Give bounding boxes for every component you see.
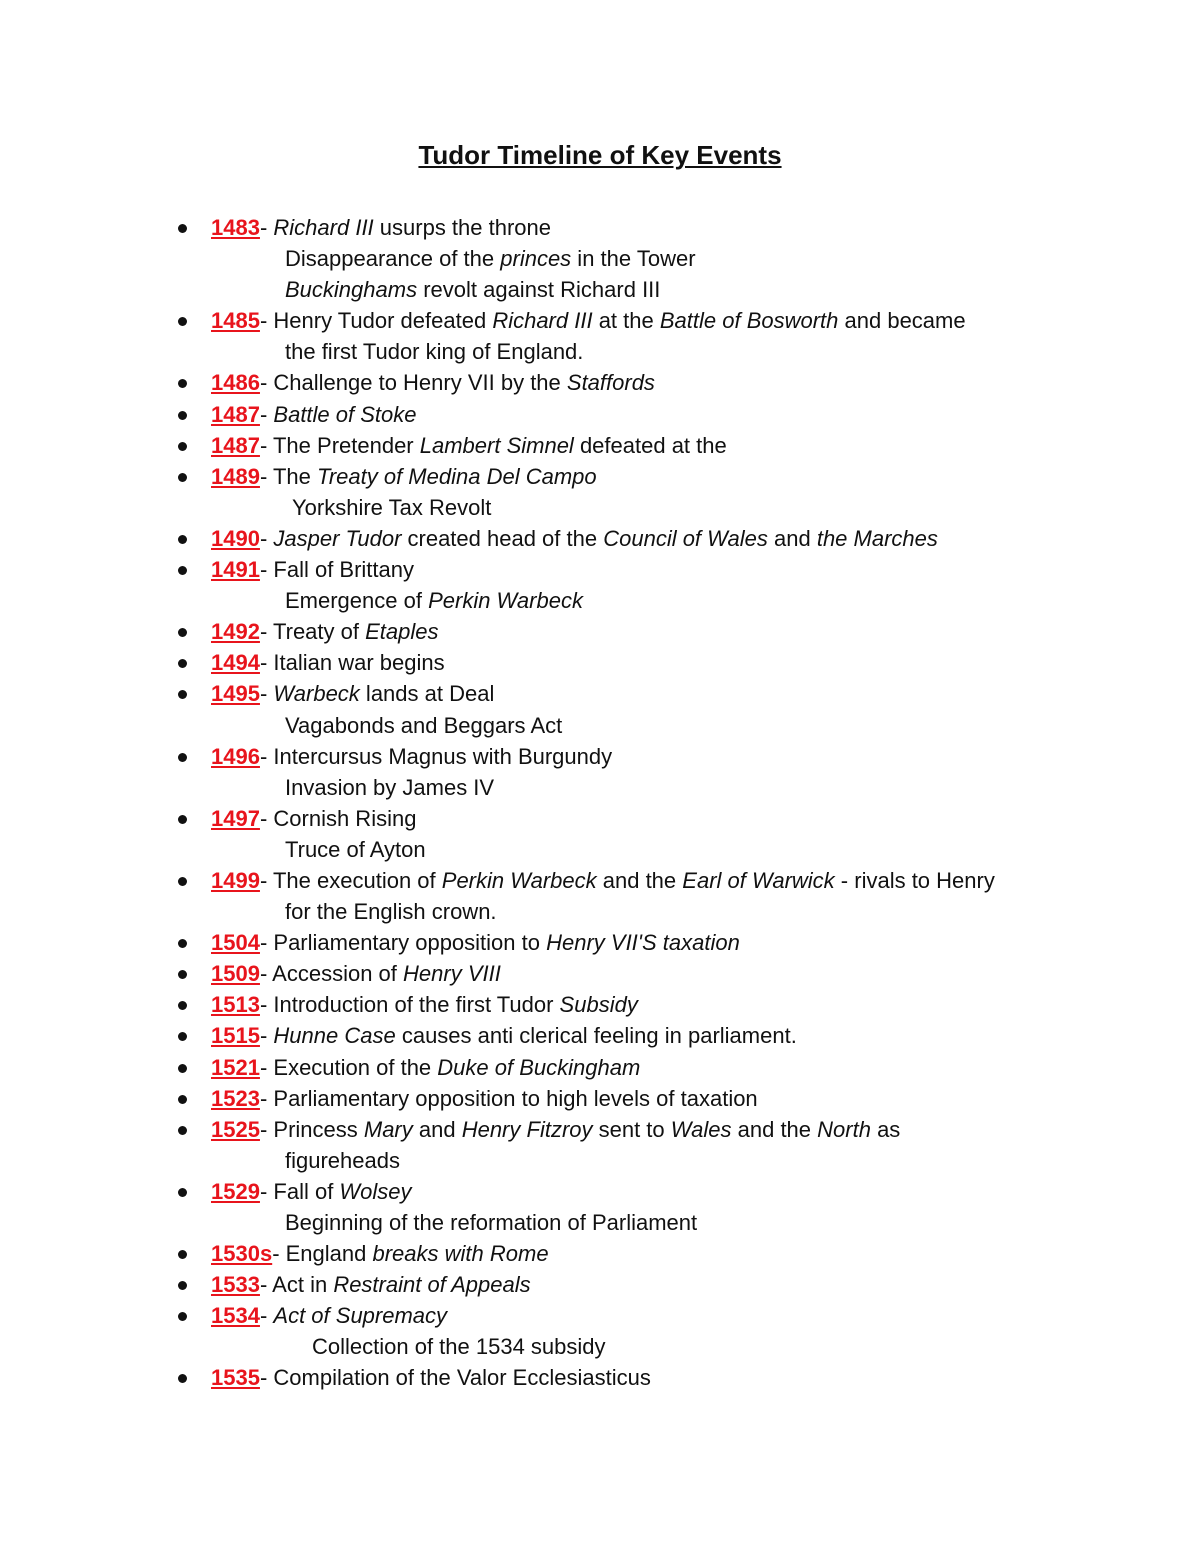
event-text-segment: - England <box>272 1241 373 1267</box>
timeline-entry <box>0 1238 1200 1269</box>
event-text-segment: - <box>259 1303 274 1329</box>
timeline-entry <box>0 1114 1200 1145</box>
event-year: 1490 <box>211 525 260 551</box>
event-text-segment: - Italian war begins <box>259 650 445 676</box>
bullet-icon <box>178 473 187 482</box>
event-text <box>260 1114 900 1145</box>
event-text-italic: Treaty of Medina Del Campo <box>317 463 597 489</box>
timeline-entry-continuation <box>0 585 1200 616</box>
timeline-entry <box>0 212 1200 243</box>
bullet-icon <box>178 379 187 388</box>
bullet-icon <box>178 1126 187 1135</box>
bullet-icon <box>178 970 187 979</box>
timeline-entry <box>0 647 1200 678</box>
event-text-segment: - Accession of <box>259 961 404 987</box>
bullet-icon <box>178 1312 187 1321</box>
event-year: 1530s <box>211 1241 273 1267</box>
timeline-entry <box>0 958 1200 989</box>
event-text-italic: Wales <box>670 1116 732 1142</box>
event-text-italic: Act of Supremacy <box>273 1303 448 1329</box>
event-text <box>260 958 501 989</box>
event-text <box>285 1207 697 1238</box>
event-year: 1533 <box>211 1272 260 1298</box>
event-text-segment: for the English crown. <box>285 899 497 925</box>
timeline-entry-continuation <box>0 772 1200 803</box>
event-text <box>260 927 740 958</box>
timeline-entry <box>0 989 1200 1020</box>
event-text-segment: - Treaty of <box>259 619 366 645</box>
event-text-italic: the Marches <box>816 525 938 551</box>
event-text-segment: and <box>412 1116 462 1142</box>
event-text-segment: Yorkshire Tax Revolt <box>292 494 492 520</box>
event-year: 1497 <box>211 805 260 831</box>
event-year: 1495 <box>211 681 260 707</box>
event-text-segment: as <box>870 1116 901 1142</box>
event-text-segment: and became <box>838 308 966 334</box>
timeline-entry-continuation <box>0 896 1200 927</box>
event-text-italic: Perkin Warbeck <box>428 588 583 614</box>
timeline-entry <box>0 1300 1200 1331</box>
bullet-icon <box>178 566 187 575</box>
event-text-segment: - Henry Tudor defeated <box>259 308 493 334</box>
bullet-icon <box>178 1250 187 1259</box>
event-text-segment: - <box>259 401 274 427</box>
event-text-segment: Vagabonds and Beggars Act <box>285 712 563 738</box>
event-text-italic: Lambert Simnel <box>419 432 574 458</box>
event-year: 1504 <box>211 930 260 956</box>
event-year: 1534 <box>211 1303 260 1329</box>
event-year: 1487 <box>211 401 260 427</box>
timeline-entry <box>0 803 1200 834</box>
event-text-segment: - <box>259 1023 274 1049</box>
timeline-entry <box>0 461 1200 492</box>
event-text-segment: - Challenge to Henry VII by the <box>259 370 567 396</box>
event-text-segment: revolt against Richard III <box>417 277 661 303</box>
event-text-italic: Etaples <box>365 619 439 645</box>
event-text-segment: - Cornish Rising <box>259 805 417 831</box>
event-text-segment: - Parliamentary opposition to high levels of taxation <box>259 1085 758 1111</box>
event-text <box>285 243 696 274</box>
event-text-segment: at the <box>592 308 660 334</box>
event-text-segment: - The Pretender <box>259 432 420 458</box>
timeline-entry <box>0 616 1200 647</box>
event-text-italic: Warbeck <box>273 681 360 707</box>
event-text-italic: Jasper Tudor <box>273 525 402 551</box>
timeline-entry <box>0 523 1200 554</box>
timeline-entry <box>0 1083 1200 1114</box>
event-text <box>285 710 562 741</box>
event-text-italic: Hunne Case <box>273 1023 396 1049</box>
bullet-icon <box>178 1095 187 1104</box>
bullet-icon <box>178 815 187 824</box>
bullet-icon <box>178 877 187 886</box>
event-text-segment: - Parliamentary opposition to <box>259 930 547 956</box>
event-text-italic: Richard III <box>492 308 593 334</box>
event-year: 1499 <box>211 867 260 893</box>
timeline-entry <box>0 554 1200 585</box>
event-text-segment: the first Tudor king of England. <box>285 339 584 365</box>
event-text-segment: Collection of the 1534 subsidy <box>312 1334 606 1360</box>
event-text-italic: Earl of Warwick <box>682 867 835 893</box>
event-text-italic: Richard III <box>273 215 374 240</box>
bullet-icon <box>178 753 187 762</box>
event-text <box>260 367 655 398</box>
event-text-segment: lands at Deal <box>359 681 495 707</box>
timeline-entry-continuation <box>0 710 1200 741</box>
event-text <box>260 678 494 709</box>
event-text-segment: - <box>259 215 274 240</box>
timeline-entry <box>0 678 1200 709</box>
event-text <box>285 585 583 616</box>
event-text <box>260 399 417 430</box>
timeline-entry-continuation <box>0 492 1200 523</box>
timeline-entry-continuation <box>0 243 1200 274</box>
bullet-icon <box>178 1001 187 1010</box>
timeline-entry-continuation <box>0 1207 1200 1238</box>
event-year: 1525 <box>211 1116 260 1142</box>
timeline-entry <box>0 1020 1200 1051</box>
event-text <box>260 741 612 772</box>
event-text <box>260 461 597 492</box>
bullet-icon <box>178 1281 187 1290</box>
event-year: 1483 <box>211 215 260 240</box>
event-text-italic: breaks with Rome <box>372 1241 549 1267</box>
event-text <box>272 1238 548 1269</box>
timeline-list <box>0 212 1200 1394</box>
bullet-icon <box>178 628 187 637</box>
event-text-segment: - Act in <box>259 1272 334 1298</box>
event-text-segment: - Fall of Brittany <box>259 557 414 583</box>
event-year: 1513 <box>211 992 260 1018</box>
timeline-entry <box>0 367 1200 398</box>
event-text <box>260 989 638 1020</box>
timeline-entry-continuation <box>0 1145 1200 1176</box>
event-text-segment: - Intercursus Magnus with Burgundy <box>259 743 613 769</box>
event-text-segment: - <box>259 681 274 707</box>
bullet-icon <box>178 442 187 451</box>
event-year: 1494 <box>211 650 260 676</box>
event-text <box>260 1362 651 1393</box>
event-text-segment: Disappearance of the <box>285 246 501 272</box>
event-year: 1523 <box>211 1085 260 1111</box>
event-text-italic: Wolsey <box>339 1178 412 1204</box>
timeline-entry-continuation <box>0 834 1200 865</box>
event-text-italic: Subsidy <box>559 992 638 1018</box>
event-text-italic: Henry VII'S taxation <box>546 930 740 956</box>
event-text-segment: - Introduction of the first Tudor <box>259 992 560 1018</box>
event-year: 1491 <box>211 557 260 583</box>
event-text <box>260 523 938 554</box>
event-text-italic: Council of Wales <box>603 525 768 551</box>
timeline-entry <box>0 1362 1200 1393</box>
event-text <box>260 212 551 243</box>
event-year: 1535 <box>211 1365 260 1391</box>
timeline-entry <box>0 1052 1200 1083</box>
event-text-segment: and the <box>731 1116 818 1142</box>
event-text <box>285 336 583 367</box>
event-text-segment: - The <box>259 463 318 489</box>
event-text-segment: Truce of Ayton <box>285 836 426 862</box>
timeline-entry-continuation <box>0 1331 1200 1362</box>
event-text <box>285 772 494 803</box>
bullet-icon <box>178 224 187 233</box>
event-text-segment: Beginning of the reformation of Parliament <box>285 1210 698 1235</box>
page-title: Tudor Timeline of Key Events <box>418 140 782 170</box>
bullet-icon <box>178 1188 187 1197</box>
event-text-italic: Battle of Bosworth <box>659 308 839 334</box>
event-text-segment: - Execution of the <box>259 1054 438 1080</box>
bullet-icon <box>178 1374 187 1383</box>
event-text-segment: - Compilation of the Valor Ecclesiasticus <box>259 1365 651 1391</box>
timeline-entry <box>0 1176 1200 1207</box>
event-text <box>260 1269 531 1300</box>
timeline-entry <box>0 1269 1200 1300</box>
event-year: 1496 <box>211 743 260 769</box>
bullet-icon <box>178 939 187 948</box>
event-text <box>260 803 417 834</box>
bullet-icon <box>178 659 187 668</box>
event-text-segment: and the <box>596 867 683 893</box>
event-text-italic: Buckinghams <box>285 277 418 303</box>
event-text-italic: Battle of Stoke <box>273 401 417 427</box>
timeline-entry-continuation <box>0 274 1200 305</box>
bullet-icon <box>178 1032 187 1041</box>
event-text-italic: Henry VIII <box>403 961 501 987</box>
event-text-italic: Staffords <box>566 370 655 396</box>
event-text-segment: figureheads <box>285 1147 400 1173</box>
event-text-segment: Invasion by James IV <box>285 774 495 800</box>
bullet-icon <box>178 317 187 326</box>
event-text-segment: and <box>767 525 817 551</box>
event-text <box>292 492 491 523</box>
event-year: 1521 <box>211 1054 260 1080</box>
event-text-segment: - Fall of <box>259 1178 340 1204</box>
event-text-segment: - <box>259 525 274 551</box>
event-year: 1529 <box>211 1178 260 1204</box>
event-text-segment: - rivals to Henry <box>834 867 995 893</box>
event-text <box>260 1052 640 1083</box>
timeline-entry <box>0 865 1200 896</box>
event-text-italic: Henry Fitzroy <box>461 1116 593 1142</box>
event-text <box>260 616 439 647</box>
event-text-italic: Duke of Buckingham <box>437 1054 641 1080</box>
event-text <box>260 305 966 336</box>
event-text <box>260 1300 447 1331</box>
timeline-entry <box>0 399 1200 430</box>
event-text <box>285 896 497 927</box>
event-text-segment: usurps the throne <box>373 215 552 240</box>
event-text-segment: defeated at the <box>573 432 727 458</box>
event-text-segment: - The execution of <box>259 867 442 893</box>
bullet-icon <box>178 690 187 699</box>
event-year: 1489 <box>211 463 260 489</box>
event-text <box>260 1176 412 1207</box>
event-text <box>260 430 727 461</box>
event-text <box>260 865 995 896</box>
timeline-entry <box>0 430 1200 461</box>
event-year: 1487 <box>211 432 260 458</box>
event-text-italic: North <box>817 1116 871 1142</box>
event-text-segment: Emergence of <box>285 588 429 614</box>
event-text-italic: Restraint of Appeals <box>333 1272 531 1298</box>
timeline-entry <box>0 305 1200 336</box>
event-text-segment: created head of the <box>401 525 604 551</box>
event-text <box>260 554 414 585</box>
event-text-segment: causes anti clerical feeling in parliament. <box>395 1023 797 1049</box>
event-text <box>260 1083 758 1114</box>
event-year: 1485 <box>211 308 260 334</box>
event-text-segment: in the Tower <box>571 246 696 272</box>
event-year: 1509 <box>211 961 260 987</box>
event-text-italic: Perkin Warbeck <box>441 867 597 893</box>
event-text-segment: sent to <box>592 1116 671 1142</box>
event-text <box>260 1020 797 1051</box>
timeline-entry <box>0 927 1200 958</box>
event-year: 1486 <box>211 370 260 396</box>
bullet-icon <box>178 1064 187 1073</box>
event-text <box>285 834 426 865</box>
event-text-segment: - Princess <box>259 1116 364 1142</box>
event-text <box>312 1331 606 1362</box>
event-text-italic: Mary <box>363 1116 413 1142</box>
event-text-italic: princes <box>500 246 572 272</box>
bullet-icon <box>178 535 187 544</box>
event-year: 1515 <box>211 1023 260 1049</box>
event-text <box>285 274 660 305</box>
event-year: 1492 <box>211 619 260 645</box>
event-text <box>260 647 445 678</box>
event-text <box>285 1145 400 1176</box>
timeline-entry <box>0 741 1200 772</box>
bullet-icon <box>178 411 187 420</box>
timeline-entry-continuation <box>0 336 1200 367</box>
